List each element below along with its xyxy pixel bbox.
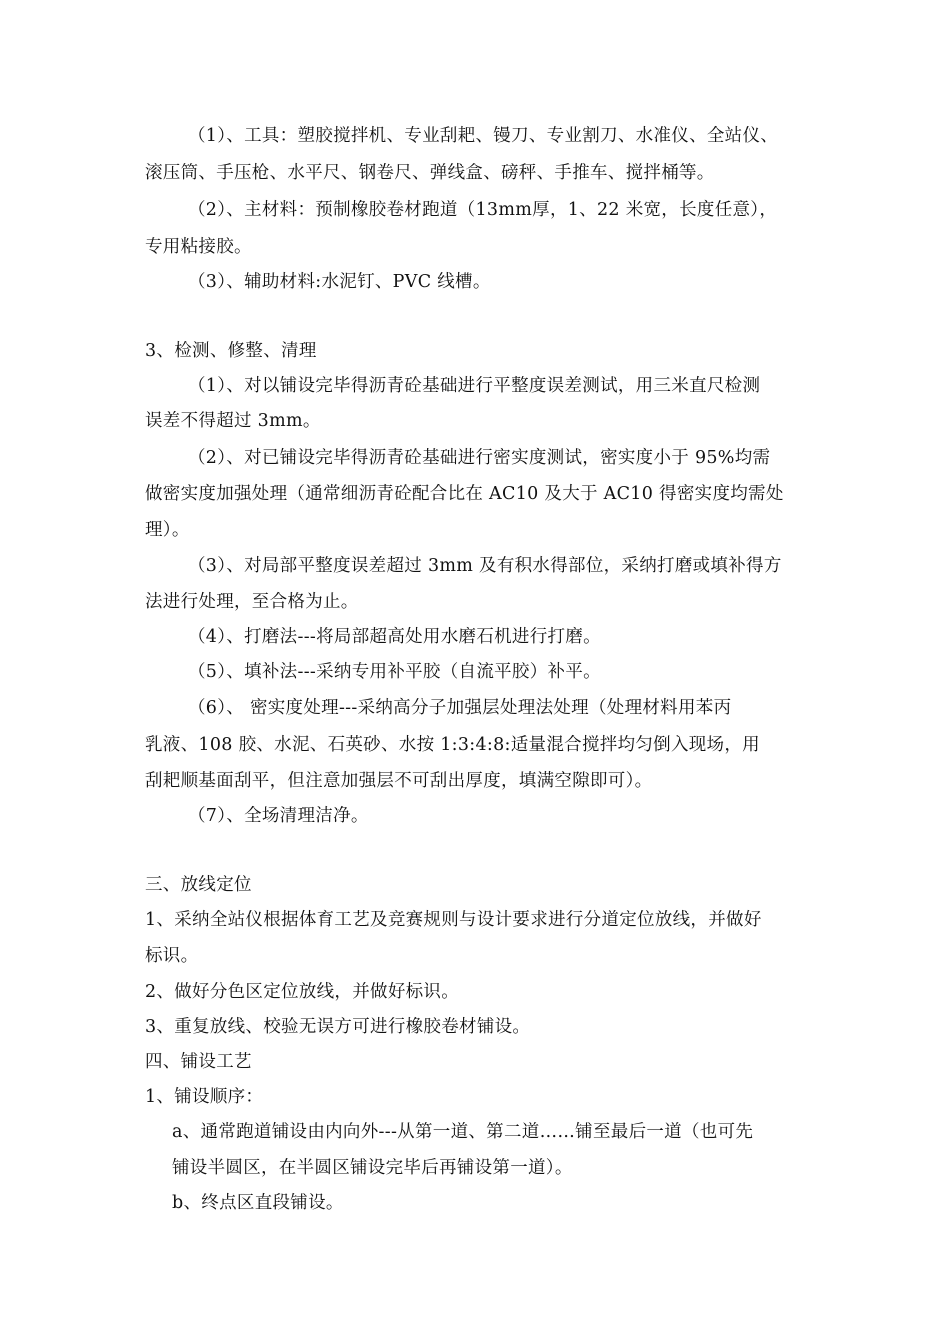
text-line: 铺设半圆区，在半圆区铺设完毕后再铺设第一道）。 <box>172 1158 573 1178</box>
text-line: 法进行处理，至合格为止。 <box>145 592 359 612</box>
text-line: 误差不得超过 3mm。 <box>145 411 321 431</box>
text-line: （5）、填补法---采纳专用补平胶（自流平胶）补平。 <box>188 662 601 682</box>
text-line: （1）、对以铺设完毕得沥青砼基础进行平整度误差测试，用三米直尺检测 <box>188 376 761 396</box>
text-line: （3）、对局部平整度误差超过 3mm 及有积水得部位，采纳打磨或填补得方 <box>188 556 782 576</box>
text-line: 理）。 <box>145 520 190 540</box>
text-line: 刮耙顺基面刮平，但注意加强层不可刮出厚度，填满空隙即可）。 <box>145 771 653 791</box>
section-heading: 3、检测、修整、清理 <box>145 341 317 361</box>
text-line: 1、铺设顺序： <box>145 1087 264 1107</box>
text-line: （6）、 密实度处理---采纳高分子加强层处理法处理（处理材料用苯丙 <box>188 698 732 718</box>
text-line: （1）、工具：塑胶搅拌机、专业刮耙、镘刀、专业割刀、水准仪、全站仪、 <box>188 126 779 146</box>
text-line: a、通常跑道铺设由内向外---从第一道、第二道……铺至最后一道（也可先 <box>172 1122 754 1142</box>
text-line: 乳液、108 胶、水泥、石英砂、水按 1:3:4:8:适量混合搅拌均匀倒入现场，用 <box>145 735 760 755</box>
text-line: 标识。 <box>145 946 199 966</box>
text-line: 3、重复放线、校验无误方可进行橡胶卷材铺设。 <box>145 1017 531 1037</box>
text-line: 专用粘接胶。 <box>145 237 252 257</box>
text-line: （3）、辅助材料:水泥钉、PVC 线槽。 <box>188 272 491 292</box>
text-line: 做密实度加强处理（通常细沥青砼配合比在 AC10 及大于 AC10 得密实度均需处 <box>145 484 784 504</box>
text-line: 2、做好分色区定位放线，并做好标识。 <box>145 982 460 1002</box>
text-line: （7）、全场清理洁净。 <box>188 806 369 826</box>
text-line: （2）、主材料：预制橡胶卷材跑道（13mm厚，1、22 米宽，长度任意）， <box>188 200 778 220</box>
section-heading: 四、铺设工艺 <box>145 1052 252 1072</box>
text-line: b、终点区直段铺设。 <box>172 1193 344 1213</box>
text-line: （4）、打磨法---将局部超高处用水磨石机进行打磨。 <box>188 627 601 647</box>
text-line: 1、采纳全站仪根据体育工艺及竞赛规则与设计要求进行分道定位放线，并做好 <box>145 910 762 930</box>
text-line: 滚压筒、手压枪、水平尺、钢卷尺、弹线盒、磅秤、手推车、搅拌桶等。 <box>145 163 715 183</box>
section-heading: 三、放线定位 <box>145 875 252 895</box>
text-line: （2）、对已铺设完毕得沥青砼基础进行密实度测试，密实度小于 95%均需 <box>188 448 771 468</box>
